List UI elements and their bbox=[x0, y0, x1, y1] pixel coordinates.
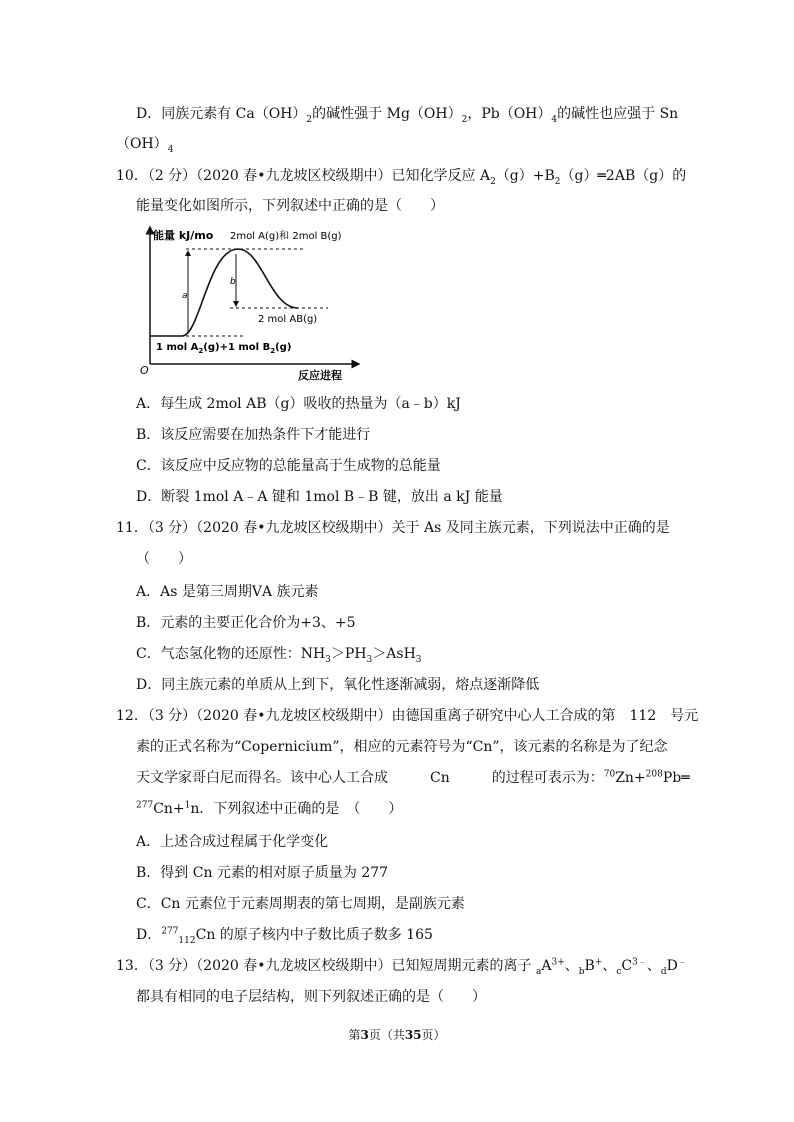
q9-option-d-cont: $(OH)_4$ bbox=[116, 136, 174, 155]
q12-stem-cont1: 素的正式名称为“Copernicium”，相应的元素符号为“Cn”，该元素的名称是为了纪念 bbox=[136, 739, 668, 755]
q11-option-c: C．气态氢化物的还原性：$NH_3>PH_3>AsH_3$ bbox=[136, 646, 422, 665]
q11-stem: 11．（3 分）（2020 春•九龙坡区校级期中）关于 As 及同主族元素，下列说法中正确的是 bbox=[116, 520, 670, 536]
x-axis-label: 反应进程 bbox=[298, 369, 342, 382]
q10-option-d: D．断裂 1mol A﹣A 键和 1mol B﹣B 键，放出 a kJ 能量 bbox=[136, 489, 503, 505]
y-axis-label: 能量 kJ/mo bbox=[153, 229, 214, 242]
q12-option-a: A．上述合成过程属于化学变化 bbox=[136, 834, 329, 850]
q10-option-b: B．该反应需要在加热条件下才能进行 bbox=[136, 427, 371, 443]
q12-stem-cont2: 天文学家哥白尼而得名。该中心人工合成 Cn 的过程可表示为：$^{70}$Zn+$^{208}$Pb═ bbox=[136, 769, 690, 786]
q12-option-b: B．得到 Cn 元素的相对原子质量为 277 bbox=[136, 865, 389, 881]
q11-option-d: D．同主族元素的单质从上到下，氧化性逐渐减弱，熔点逐渐降低 bbox=[136, 677, 540, 693]
q12-stem-cont3: $^{277}$Cn+$^1$n．下列叙述中正确的是 （ ） bbox=[136, 800, 403, 817]
product-label: 2 mol AB(g) bbox=[258, 314, 318, 325]
q10-option-a: A．每生成 2mol AB（g）吸收的热量为（a﹣b）kJ bbox=[136, 396, 461, 412]
q10-stem: 10．（2 分）（2020 春•九龙坡区校级期中）已知化学反应 $A_2(g)+B_2(g)═2AB(g)$的 bbox=[116, 168, 687, 187]
q12-option-d: D．$^{277}_{112}$Cn 的原子核内中子数比质子数多 165 bbox=[136, 926, 433, 946]
q12-stem: 12．（3 分）（2020 春•九龙坡区校级期中）由德国重离子研究中心人工合成的第 112 号元 bbox=[116, 708, 699, 724]
energy-diagram bbox=[130, 224, 366, 382]
q13-stem: 13．（3 分）（2020 春•九龙坡区校级期中）已知短周期元素的离子 $_aA^{3+}$、$_b$B+、$_cC^{3﹣}$、$_d$D﹣ bbox=[116, 957, 687, 977]
label-a: a bbox=[182, 291, 188, 301]
q10-stem-cont: 能量变化如图所示，下列叙述中正确的是（ ） bbox=[136, 198, 444, 214]
page-footer: 第3页（共35页） bbox=[348, 1028, 446, 1042]
q11-option-a: A．As 是第三周期ⅤA 族元素 bbox=[136, 584, 319, 600]
origin-label: O bbox=[140, 364, 149, 377]
q13-stem-cont: 都具有相同的电子层结构，则下列叙述正确的是（ ） bbox=[136, 989, 486, 1005]
q10-option-c: C．该反应中反应物的总能量高于生成物的总能量 bbox=[136, 458, 441, 474]
q12-option-c: C．Cn 元素位于元素周期表的第七周期，是副族元素 bbox=[136, 896, 465, 912]
q11-stem-cont: （ ） bbox=[136, 551, 192, 567]
q9-option-d: D．同族元素有 $Ca(OH)_2$的碱性强于 $Mg(OH)_2$，$Pb(OH)_4$的碱性也应强于 Sn bbox=[136, 106, 679, 125]
label-b: b bbox=[230, 277, 236, 287]
peak-label: 2mol A(g)和 2mol B(g) bbox=[230, 231, 342, 242]
q11-option-b: B．元素的主要正化合价为+3、+5 bbox=[136, 615, 356, 631]
reactant-label: 1 mol $A_2(g)+1$ mol $B_2(g)$ bbox=[156, 342, 292, 355]
